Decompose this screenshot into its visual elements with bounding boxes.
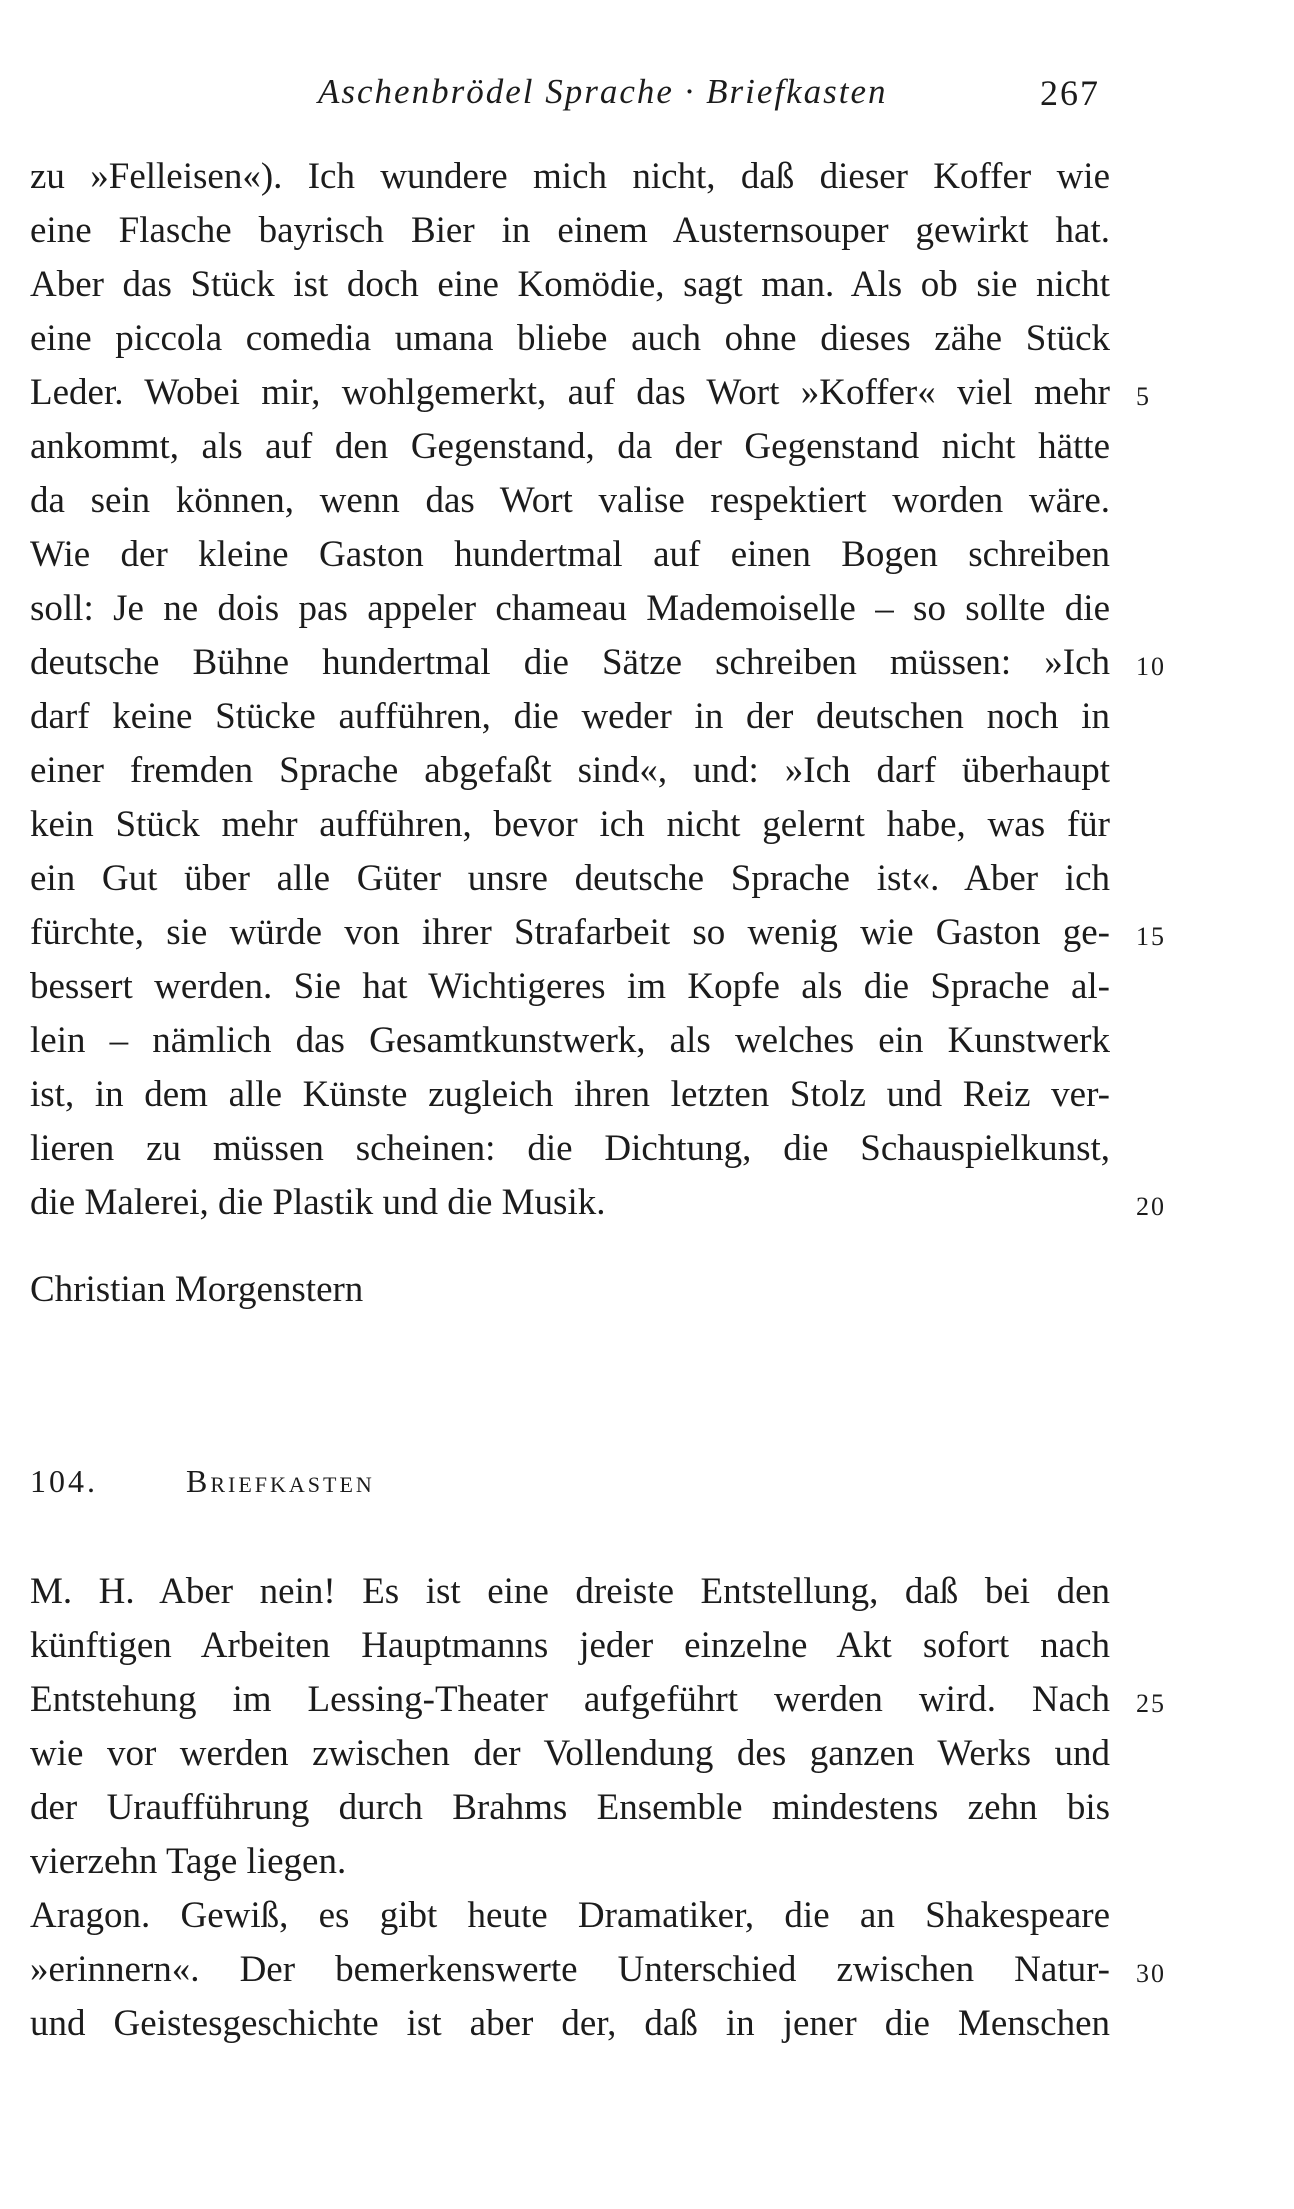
- line-number: 25: [1136, 1689, 1166, 1718]
- page-number: 267: [1040, 73, 1100, 113]
- text-line: darf keine Stücke aufführen, die weder in der deutschen noch in: [30, 696, 1110, 737]
- text-line: da sein können, wenn das Wort valise respektiert worden wäre.: [30, 480, 1110, 521]
- text-line: bessert werden. Sie hat Wichtigeres im Kopfe als die Sprache al-: [30, 966, 1110, 1007]
- line-number: 15: [1136, 922, 1166, 951]
- text-line: fürchte, sie würde von ihrer Strafarbeit so wenig wie Gaston ge-: [30, 912, 1110, 953]
- text-line: lein – nämlich das Gesamtkunstwerk, als welches ein Kunstwerk: [30, 1020, 1110, 1061]
- author-signature: Christian Morgenstern: [30, 1269, 364, 1310]
- text-line: M. H. Aber nein! Es ist eine dreiste Entstellung, daß bei den: [30, 1571, 1110, 1612]
- line-number: 20: [1136, 1192, 1166, 1221]
- section-number: 104.: [30, 1463, 98, 1499]
- text-line: Entstehung im Lessing-Theater aufgeführt werden wird. Nach: [30, 1679, 1110, 1720]
- text-line: Leder. Wobei mir, wohlgemerkt, auf das Wort »Koffer« viel mehr: [30, 372, 1110, 413]
- line-number: 30: [1136, 1959, 1166, 1988]
- text-line: einer fremden Sprache abgefaßt sind«, und: »Ich darf überhaupt: [30, 750, 1110, 791]
- text-line: wie vor werden zwischen der Vollendung des ganzen Werks und: [30, 1733, 1110, 1774]
- text-line: ankommt, als auf den Gegenstand, da der Gegenstand nicht hätte: [30, 426, 1110, 467]
- text-line: Aber das Stück ist doch eine Komödie, sagt man. Als ob sie nicht: [30, 264, 1110, 305]
- text-line: ist, in dem alle Künste zugleich ihren letzten Stolz und Reiz ver-: [30, 1074, 1110, 1115]
- text-line: ein Gut über alle Güter unsre deutsche Sprache ist«. Aber ich: [30, 858, 1110, 899]
- text-line: deutsche Bühne hundertmal die Sätze schreiben müssen: »Ich: [30, 642, 1110, 683]
- text-line: vierzehn Tage liegen.: [30, 1841, 347, 1882]
- text-line: lieren zu müssen scheinen: die Dichtung, die Schauspielkunst,: [30, 1128, 1110, 1169]
- section-title: Briefkasten: [186, 1463, 375, 1499]
- text-line: Wie der kleine Gaston hundertmal auf einen Bogen schreiben: [30, 534, 1110, 575]
- text-line: Aragon. Gewiß, es gibt heute Dramatiker, die an Shakespeare: [30, 1895, 1110, 1936]
- text-line: und Geistesgeschichte ist aber der, daß in jener die Menschen: [30, 2003, 1110, 2044]
- text-line: der Uraufführung durch Brahms Ensemble mindestens zehn bis: [30, 1787, 1110, 1828]
- text-line: soll: Je ne dois pas appeler chameau Mademoiselle – so sollte die: [30, 588, 1110, 629]
- text-line: künftigen Arbeiten Hauptmanns jeder einzelne Akt sofort nach: [30, 1625, 1110, 1666]
- running-head: Aschenbrödel Sprache · Briefkasten: [318, 72, 888, 111]
- line-number: 10: [1136, 652, 1166, 681]
- text-line: kein Stück mehr aufführen, bevor ich nicht gelernt habe, was für: [30, 804, 1110, 845]
- text-line: die Malerei, die Plastik und die Musik.: [30, 1182, 606, 1223]
- text-line: eine piccola comedia umana bliebe auch ohne dieses zähe Stück: [30, 318, 1110, 359]
- line-number: 5: [1136, 382, 1151, 411]
- text-line: »erinnern«. Der bemerkenswerte Unterschied zwischen Natur-: [30, 1949, 1110, 1990]
- text-line: zu »Felleisen«). Ich wundere mich nicht, daß dieser Koffer wie: [30, 156, 1110, 197]
- text-line: eine Flasche bayrisch Bier in einem Austernsouper gewirkt hat.: [30, 210, 1110, 251]
